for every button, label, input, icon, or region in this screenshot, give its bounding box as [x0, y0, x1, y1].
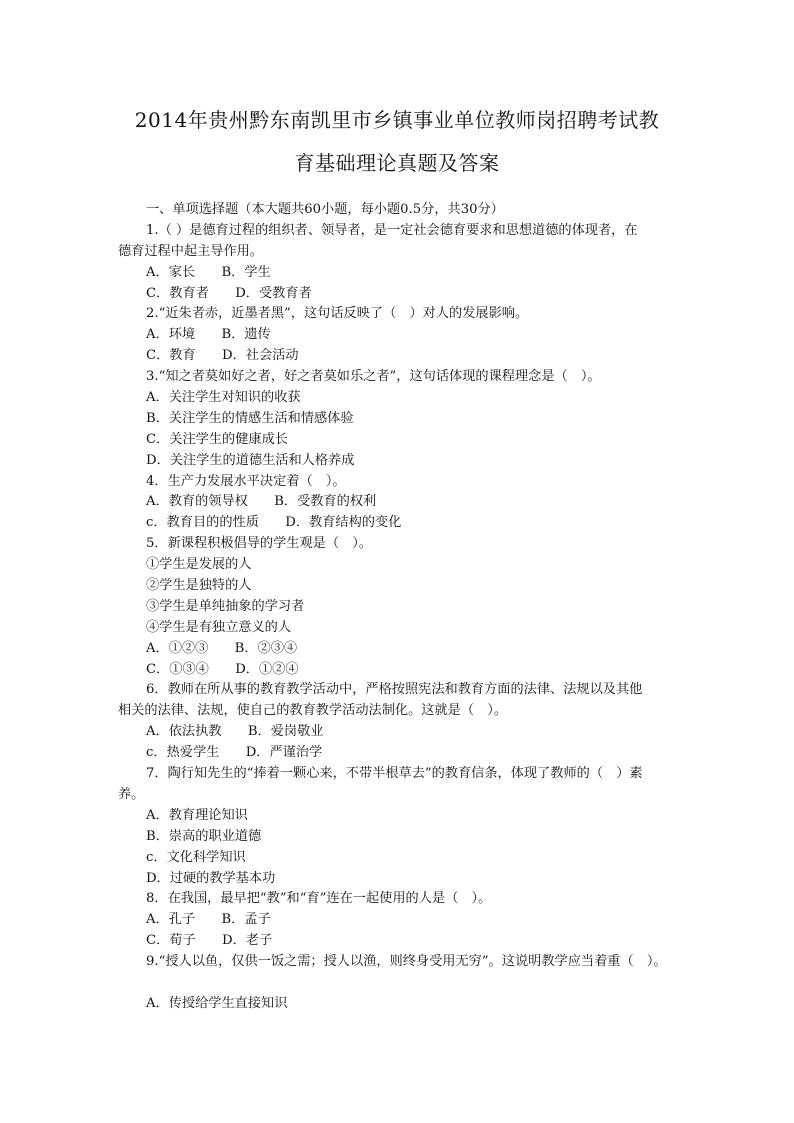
section-heading: 一、单项选择题（本大题共60小题，每小题0.5分，共30分）: [146, 202, 504, 217]
question: [118, 889, 696, 952]
question-option: A．依法执教 B．爱岗敬业: [146, 724, 324, 740]
blank-line: [118, 973, 696, 994]
question-stem: 相关的法律、法规，使自己的教育教学活动法制化。这就是（ ）。: [118, 703, 508, 719]
question-stem: 3.“知之者莫如好之者，好之者莫如乐之者”，这句话体现的课程理念是（ ）。: [146, 369, 601, 385]
question: [118, 367, 696, 471]
question-option: c．文化科学知识: [146, 849, 246, 865]
question-option: c．热爱学生 D．严谨治学: [146, 745, 323, 761]
question-stem: 7．陶行知先生的“捧着一颗心来，不带半根草去”的教育信条，体现了教师的（ ）素: [146, 766, 643, 782]
question-option: ④学生是有独立意义的人: [146, 619, 292, 635]
question-option: D．过硬的教学基本功: [146, 870, 276, 886]
question-option: A．环境 B．遗传: [146, 327, 271, 343]
question: [118, 221, 696, 305]
question-option: ①学生是发展的人: [146, 557, 252, 573]
question: [118, 680, 696, 764]
question-option: A．家长 B．学生: [146, 264, 271, 280]
question-option: C．荀子 D．老子: [146, 933, 273, 949]
question-option: C．教育者 D．受教育者: [146, 285, 312, 301]
question-stem: 1.（ ）是德育过程的组织者、领导者，是一定社会德育要求和思想道德的体现者，在: [146, 222, 638, 238]
question-option: ③学生是单纯抽象的学习者: [146, 598, 305, 614]
question-option: A．孔子 B．孟子: [146, 912, 271, 928]
question-stem: 8．在我国，最早把“教”和“育”连在一起使用的人是（ ）。: [146, 891, 492, 907]
question-option: C．①③④ D．①②④: [146, 661, 299, 677]
question-option: A．①②③ B．②③④: [146, 640, 298, 656]
question: [118, 764, 696, 889]
question-stem: 5．新课程积极倡导的学生观是（ ）。: [146, 536, 372, 552]
question-stem: 4．生产力发展水平决定着（ ）。: [146, 473, 346, 489]
question-option: ②学生是独特的人: [146, 578, 252, 594]
question-stem: 2.“近朱者赤，近墨者黑”，这句话反映了（ ）对人的发展影响。: [146, 306, 529, 322]
question-option: B．关注学生的情感生活和情感体验: [146, 410, 354, 426]
question-option: C．关注学生的健康成长: [146, 431, 288, 447]
question-stem: 9.“授人以鱼，仅供一饭之需；授人以渔，则终身受用无穷”。这说明教学应当着重（ ）。: [146, 954, 667, 970]
question-stem: 德育过程中起主导作用。: [118, 243, 264, 259]
question-option: B．崇高的职业道德: [146, 828, 262, 844]
question-option: D．关注学生的道德生活和人格养成: [146, 452, 355, 468]
question-option: C．教育 D．社会活动: [146, 348, 299, 364]
question: [118, 472, 696, 535]
document-title-line-2: 育基础理论真题及答案: [294, 151, 500, 175]
question-option: A．教育理论知识: [146, 807, 248, 823]
question-option: A．教育的领导权 B．受教育的权利: [146, 494, 377, 510]
question: [118, 304, 696, 367]
question-stem: 6．教师在所从事的教育教学活动中，严格按照宪法和教育方面的法律、法规以及其他: [146, 682, 643, 698]
question-stem: 养。: [118, 786, 145, 802]
question: [118, 952, 696, 1015]
question-option: A．关注学生对知识的收获: [146, 390, 301, 406]
document-body: [118, 200, 696, 1015]
question-option: A．传授给学生直接知识: [146, 995, 288, 1011]
document-title-line-1: 2014年贵州黔东南凯里市乡镇事业单位教师岗招聘考试教: [134, 108, 660, 132]
question-option: c．教育目的的性质 D．教育结构的变化: [146, 515, 402, 531]
question: [118, 534, 696, 680]
